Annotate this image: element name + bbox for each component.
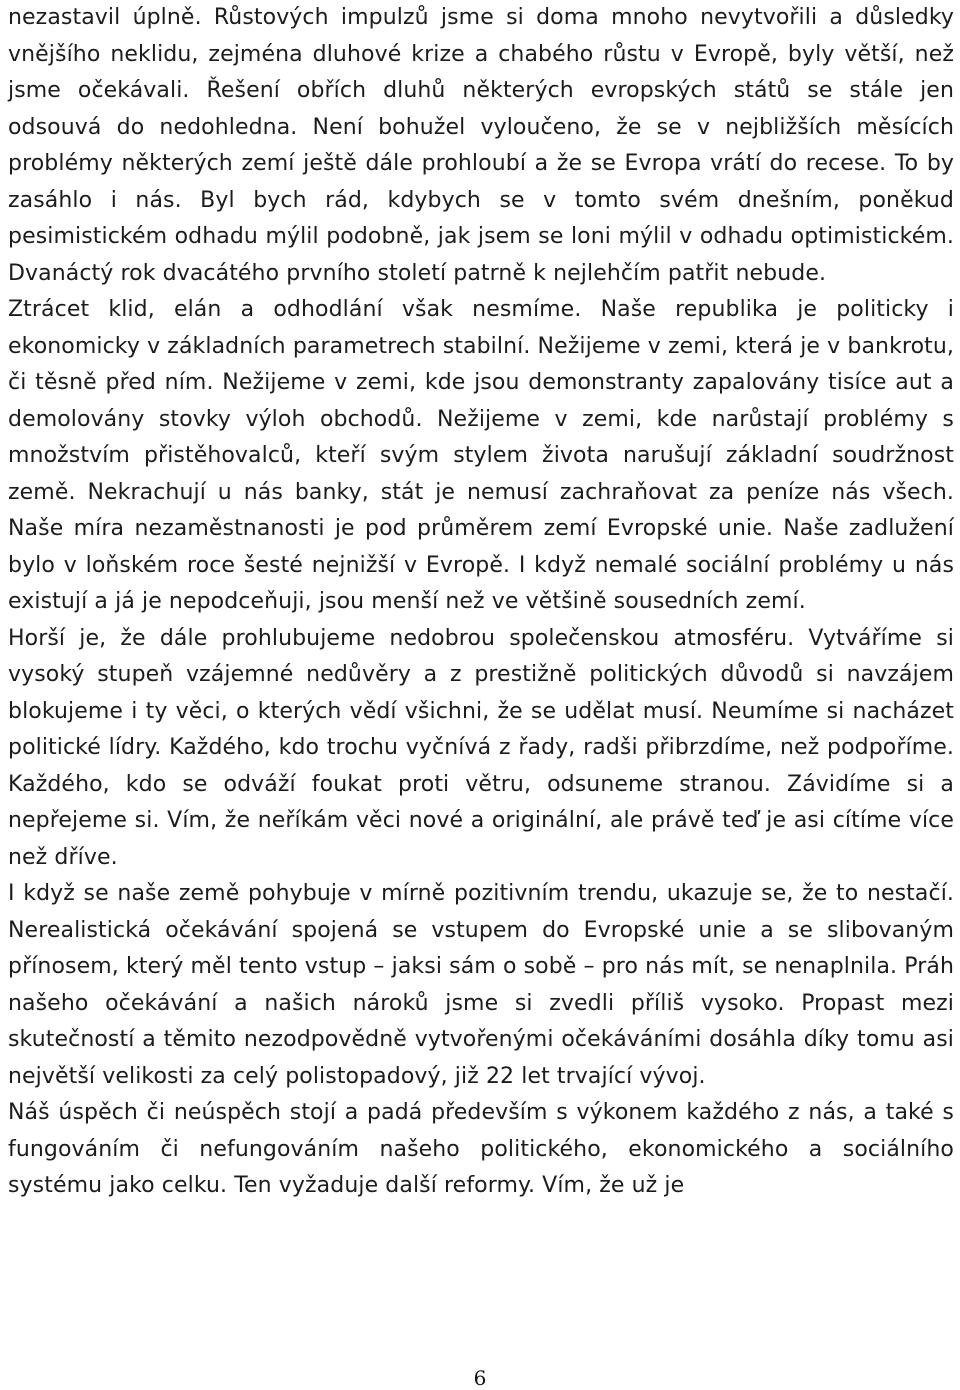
paragraph-stability: Ztrácet klid, elán a odhodlání však nesmíme. Naše republika je politicky i ekonomicky v základních parametrech stabilní. Nežijeme v zemi, která je v bankrotu, či těsně před ním. Nežijeme v zemi, kde jsou demonstranty zapalovány tisíce aut a demolovány stovky výloh obchodů. Nežijeme v zemi, kde narůstají problémy s množstvím přistěhovalců, kteří svým stylem života narušují základní soudržnost země. Nekrachují u nás banky, stát je nemusí zachraňovat za peníze nás všech. Naše míra nezaměstnanosti je pod průměrem zemí Evropské unie. Naše zadlužení bylo v loňském roce šesté nejnižší v Evropě. I když nemalé sociální problémy u nás existují a já je nepodceňuji, jsou menší než ve většině sousedních zemí. (8, 297, 954, 614)
paragraph-economy-outlook: nezastavil úplně. Růstových impulzů jsme si doma mnoho nevytvořili a důsledky vnějšího neklidu, zejména dluhové krize a chabého růstu v Evropě, byly větší, než jsme očekávali. Řešení obřích dluhů některých evropských států se stále jen odsouvá do nedohledna. Není bohužel vyloučeno, že se v nejbližších měsících problémy některých zemí ještě dále prohloubí a že se Evropa vrátí do recese. To by zasáhlo i nás. Byl bych rád, kdybych se v tomto svém dnešním, poněkud pesimistickém odhadu mýlil podobně, jak jsem se loni mýlil v odhadu optimistickém. Dvanáctý rok dvacátého prvního století patrně k nejlehčím patřit nebude. (8, 5, 954, 286)
paragraph-social-atmosphere: Horší je, že dále prohlubujeme nedobrou společenskou atmosféru. Vytváříme si vysoký stupeň vzájemné nedůvěry a z prestižně politických důvodů si navzájem blokujeme i ty věci, o kterých vědí všichni, že se udělat musí. Neumíme si nacházet politické lídry. Každého, kdo trochu vyčnívá z řady, radši přibrzdíme, než podpoříme. Každého, kdo se odváží foukat proti větru, odsuneme stranou. Závidíme si a nepřejeme si. Vím, že neříkám věci nové a originální, ale právě teď je asi cítíme více než dříve. (8, 625, 954, 870)
page-number: 6 (473, 1366, 487, 1390)
paragraph-reforms: Náš úspěch či neúspěch stojí a padá především s výkonem každého z nás, a také s fungováním či nefungováním našeho politického, ekonomického a sociálního systému jako celku. Ten vyžaduje další reformy. Vím, že už je (8, 1100, 954, 1198)
document-page (8, 0, 954, 1205)
paragraph-expectations: I když se naše země pohybuje v mírně pozitivním trendu, ukazuje se, že to nestačí. Nerealistická očekávání spojená se vstupem do Evropské unie a se slibovaným přínosem, který měl tento vstup – jaksi sám o sobě – pro nás mít, se nenaplnila. Práh našeho očekávání a našich nároků jsme si zvedli příliš vysoko. Propast mezi skutečností a těmito nezodpovědně vytvořenými očekáváními dosáhla díky tomu asi největší velikosti za celý polistopadový, již 22 let trvající vývoj. (8, 881, 954, 1089)
